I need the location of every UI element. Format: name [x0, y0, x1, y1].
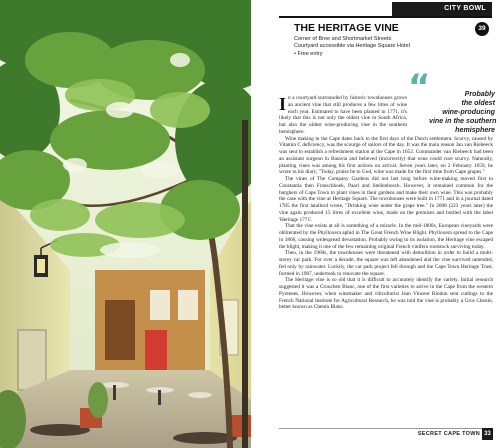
- article-paragraph: [279, 95, 407, 136]
- address-line: Corner of Bree and Shortmarket Streets: [294, 36, 392, 42]
- article-paragraph: Then, in the 1960s, the townhouses were threatened with demolition in order to build a multi-storey car park. For over a decade, the square was left abandoned and the vine survived untended, fed only by rainwater. Luckily, the car park project fell through and the Cape Town Heritage Trust, formed in 1987, undertook to renovate the square.: [279, 250, 493, 277]
- article-paragraph: The Heritage vine is so old that it is difficult to accurately identify the variety. Initial research suggested it was a Crouchen Blanc, one of the first varieties to arrive in the Cape from the western Pyrenees. However, when winemaker and viticulturist Jean Vincent Rindon sent cuttings to the French National Institute for Agricultural Research, he was told the vine is probably a Gros Chenin, better known as Chenin Blanc.: [279, 277, 493, 311]
- section-label: CITY BOWL: [392, 2, 492, 16]
- header-rule: [279, 16, 492, 18]
- drop-cap: I: [279, 94, 287, 114]
- quote-mark-icon: “: [408, 67, 431, 107]
- article-paragraph: That the vine exists at all is something of a miracle. In the mid-1800s, European vineyards were obliterated by the Phylloxera aphid in The Great French Wine Blight. Phylloxera spread to the Cape in 1866, causing widespread devastation. Probably owing to its isolation, the Heritage vine escaped the blight, making it one of the few remaining original French vinifera rootstock surviving today.: [279, 223, 493, 250]
- article-paragraph: Wine making in the Cape dates back to the first days of the Dutch settlement. Scurvy, caused by Vitamin C deficiency, was the scourge of sailors of the day. It was the main reason Jan van Riebeeck was sent to establish a refreshment station at the Cape in 1652. Commander van Riebeeck had been an assistant surgeon in Batavia and believed (incorrectly) that wine could cure scurvy. Naturally, planting vines was among his first actions on arrival. Seven years later, on 2 February 1659, he wrote in his diary, "Today, praise be to God, wine was made for the first time from Cape grapes.": [279, 135, 493, 176]
- entry-fee: • Free entry: [294, 50, 323, 57]
- address-block: [294, 36, 469, 58]
- entry-number-badge: 39: [475, 22, 489, 36]
- paragraph-text: n a courtyard surrounded by historic townhouses grows an ancient vine that still produces a few litres of wine each year. Estimated to have been planted in 1771, it's likely that this is not only the oldest vine in South Africa, but also the oldest wine-producing vine in the southern hemisphere.: [279, 95, 407, 135]
- footer-rule: [279, 428, 492, 429]
- pull-quote-line: wine-producing: [442, 108, 495, 116]
- article-body: [279, 94, 497, 311]
- pull-quote-line: Probably: [464, 90, 495, 98]
- article-paragraph: The vines of The Company Gardens did not last long before wine-making moved first to Constantia then Franschhoek, Paarl and Stellenbosch. However, it remained common for the burghers of Cape Town to plant vines in their gardens and make their own wine. This was probably the case with the vine at Heritage Square. The townhouses were built in 1771 and in a journal dated 1785 the first landlord wrote, "Drinking wine under the grape tree." In 2008 (223 years later) the vine again produced 15 litres of excellent wine, made on the premises and bottled with the label 'Heritage 1771'.: [279, 176, 493, 223]
- guidebook-page: [251, 0, 500, 448]
- pull-quote-line: vine in the southern: [429, 117, 497, 125]
- pull-quote-line: hemisphere: [455, 126, 495, 134]
- address-line: Courtyard accessible via Heritage Square Hotel: [294, 43, 410, 50]
- page-number: 33: [482, 428, 493, 440]
- entry-title: THE HERITAGE VINE: [294, 22, 399, 34]
- pull-quote-line: the oldest: [461, 99, 495, 107]
- book-title: SECRET CAPE TOWN: [417, 431, 480, 437]
